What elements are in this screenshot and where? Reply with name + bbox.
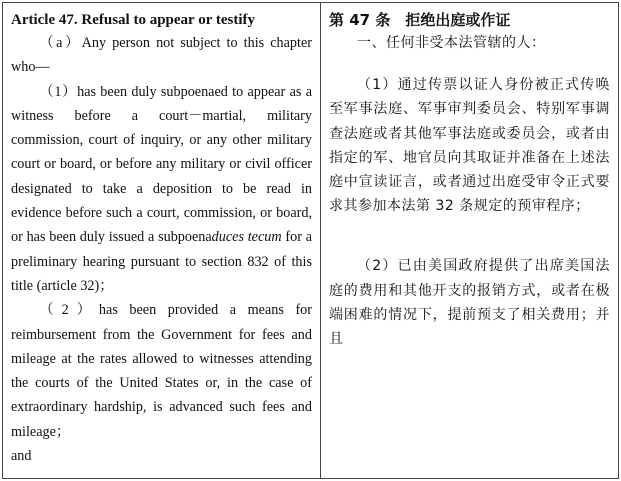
paragraph-a-zh: 一、任何非受本法管辖的人： xyxy=(357,35,546,51)
paragraph-1-en-text-a: （1）has been duly subpoenaed to appear as a witness before a court－martial, military commission, court of inquiry, or any other military court or board, or before any military or civil officer designated to take a deposition to be read in evidence before such a court, commission, or board, or has been duly issued a subpoena xyxy=(11,83,312,246)
conjunction-and-en: and xyxy=(11,448,32,465)
paragraph-2-zh: （2）已由美国政府提供了出席美国法庭的费用和其他开支的报销方式，或者在极端困难的情况下，提前预支了相关费用；并且 xyxy=(329,258,610,348)
paragraph-1-zh: （1）通过传票以证人身份被正式传唤至军事法庭、军事审判委员会、特别军事调查法庭或者其他军事法庭或委员会，或者由指定的军、地官员向其取证并准备在上述法庭中宣读证言，或者通过出庭受审令正式要求其参加本法第 32 条规定的预审程序； xyxy=(329,77,610,215)
spacer xyxy=(329,55,610,73)
article-title-zh: 第 47 条 拒绝出庭或作证 xyxy=(329,11,511,29)
chinese-column xyxy=(321,3,618,478)
duces-tecum-term: duces tecum xyxy=(211,229,282,246)
english-column xyxy=(3,3,321,478)
paragraph-a-en: （a）Any person not subject to this chapter who— xyxy=(11,35,312,76)
paragraph-2-en: （2）has been provided a means for reimbursement from the Government for fees and mileage at the rates allowed to witnesses attending the courts of the United States or, in the case of extraordinary hardship, is advanced such fees and mileage； xyxy=(11,302,312,440)
spacer xyxy=(329,218,610,254)
article-title-en: Article 47. Refusal to appear or testify xyxy=(11,12,255,28)
bilingual-table xyxy=(2,2,619,479)
paragraph-1-en-text-b: for a preliminary hearing pursuant to section 832 of this title (article 32)； xyxy=(11,229,312,294)
paragraph-1-en xyxy=(11,80,312,299)
